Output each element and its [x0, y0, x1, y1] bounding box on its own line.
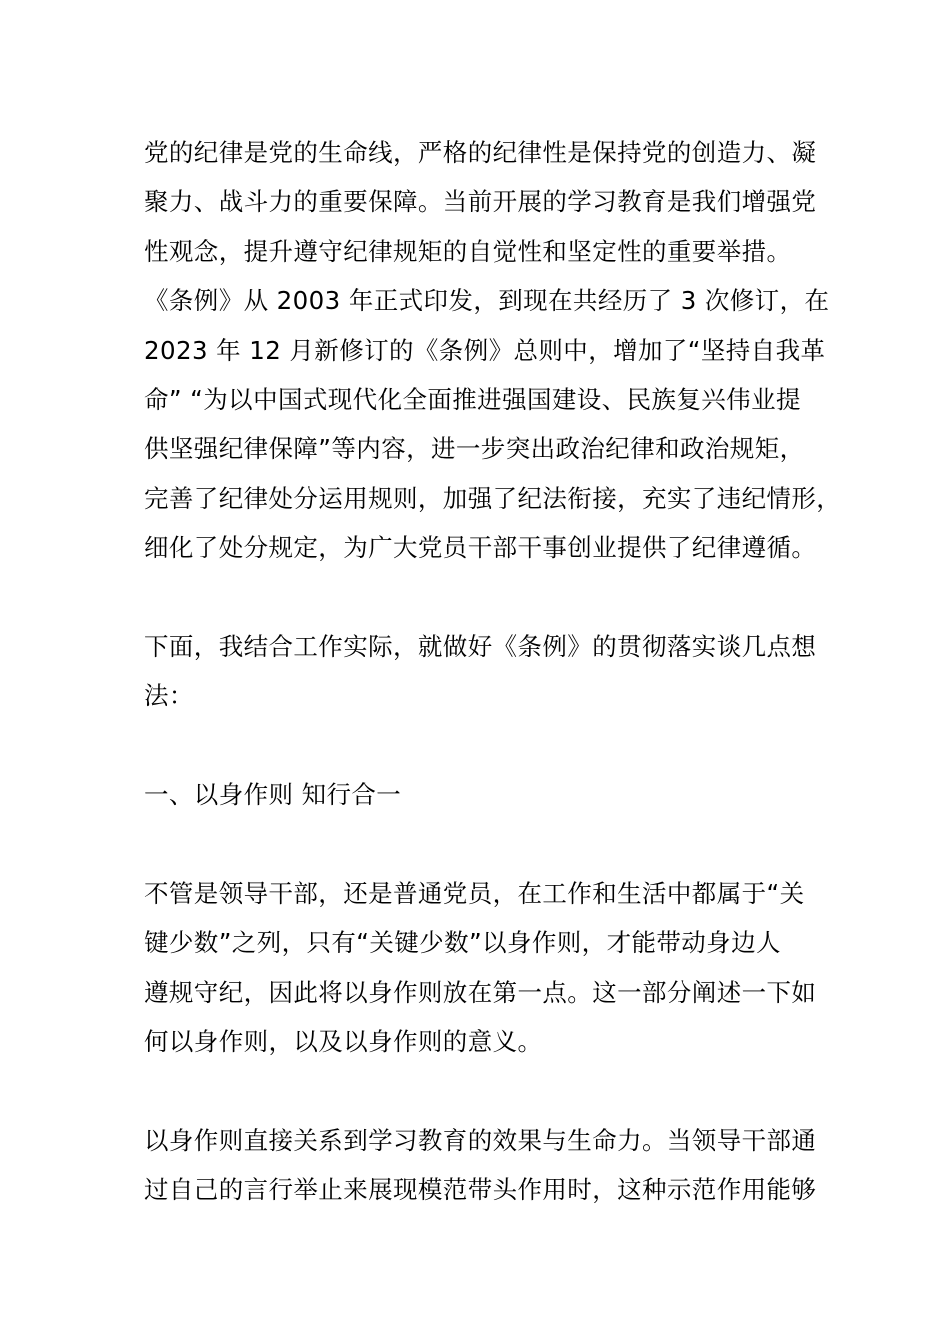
text-line: 2023 年 12 月新修订的《条例》总则中，增加了“坚持自我革 [144, 335, 826, 365]
text-line: 何以身作则，以及以身作则的意义。 [144, 1027, 543, 1057]
text-line: 键少数”之列，只有“关键少数”以身作则，才能带动身边人 [144, 928, 781, 958]
text-line: 遵规守纪，因此将以身作则放在第一点。这一部分阐述一下如 [144, 977, 817, 1007]
text-line: 性观念，提升遵守纪律规矩的自觉性和坚定性的重要举措。 [144, 236, 792, 266]
heading-line: 一、以身作则 知行合一 [144, 780, 402, 810]
text-line: 过自己的言行举止来展现模范带头作用时，这种示范作用能够 [144, 1175, 817, 1205]
text-line: 聚力、战斗力的重要保障。当前开展的学习教育是我们增强党 [144, 187, 817, 217]
text-line: 下面，我结合工作实际，就做好《条例》的贯彻落实谈几点想 [144, 631, 817, 661]
text-line: 以身作则直接关系到学习教育的效果与生命力。当领导干部通 [144, 1125, 817, 1155]
text-line: 命” “为以中国式现代化全面推进强国建设、民族复兴伟业提 [144, 384, 801, 414]
paragraph-gap [144, 1066, 820, 1115]
paragraph-lead-by-example [144, 1116, 820, 1215]
section-heading [144, 770, 820, 819]
paragraph-section-one [144, 869, 820, 1067]
paragraph-gap [144, 721, 820, 770]
text-line: 法： [144, 681, 194, 711]
document-body [144, 128, 842, 1215]
text-line: 《条例》从 2003 年正式印发，到现在共经历了 3 次修订，在 [144, 286, 830, 316]
text-line: 党的纪律是党的生命线，严格的纪律性是保持党的创造力、凝 [144, 138, 817, 167]
text-line: 完善了纪律处分运用规则，加强了纪法衔接，充实了违纪情形， [144, 483, 842, 513]
text-line: 细化了处分规定，为广大党员干部干事创业提供了纪律遵循。 [144, 533, 817, 563]
paragraph-intro [144, 128, 842, 573]
paragraph-transition [144, 622, 820, 721]
text-line: 不管是领导干部，还是普通党员，在工作和生活中都属于“关 [144, 878, 805, 908]
text-line: 供坚强纪律保障”等内容，进一步突出政治纪律和政治规矩， [144, 434, 805, 464]
paragraph-gap [144, 573, 820, 622]
paragraph-gap [144, 819, 820, 868]
